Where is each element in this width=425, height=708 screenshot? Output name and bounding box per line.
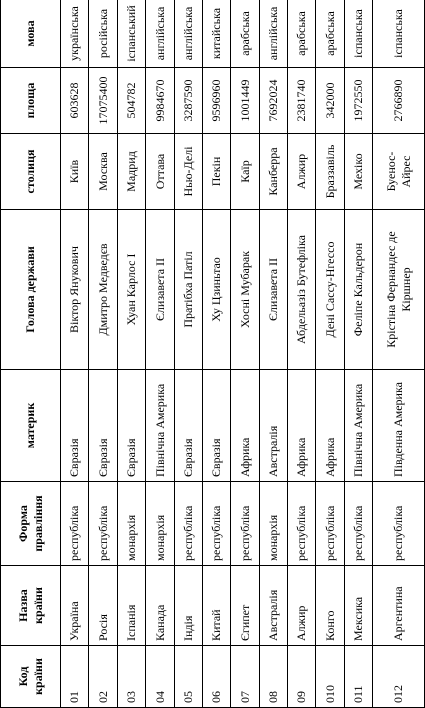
- cell-language: англійська: [259, 0, 287, 68]
- cell-government-form: республіка: [202, 482, 230, 566]
- cell-continent: Африка: [316, 370, 344, 482]
- cell-country-name: Австралія: [259, 566, 287, 646]
- table-row: [316, 0, 344, 708]
- table-body: [61, 0, 425, 708]
- cell-country-name: Китай: [202, 566, 230, 646]
- cell-capital: Нью-Делі: [174, 134, 202, 210]
- cell-country-name: Єгипет: [231, 566, 259, 646]
- cell-capital: Мехіко: [344, 134, 372, 210]
- header-capital: столиця: [1, 134, 61, 210]
- cell-area: 603628: [61, 68, 89, 134]
- cell-area: 2766890: [373, 68, 425, 134]
- header-country-name: Назва країни: [1, 566, 61, 646]
- cell-government-form: монархія: [259, 482, 287, 566]
- cell-capital: Каїр: [231, 134, 259, 210]
- cell-capital: Буенос-Айрес: [373, 134, 425, 210]
- cell-country-name: Іспанія: [117, 566, 145, 646]
- cell-government-form: монархія: [146, 482, 174, 566]
- cell-government-form: монархія: [117, 482, 145, 566]
- cell-continent: Північна Америка: [146, 370, 174, 482]
- cell-area: 17075400: [89, 68, 117, 134]
- cell-continent: Африка: [231, 370, 259, 482]
- cell-head-of-state: Єлизавета ІІ: [259, 210, 287, 370]
- cell-area: 342000: [316, 68, 344, 134]
- cell-country-code: 09: [288, 646, 316, 708]
- cell-continent: Євразія: [89, 370, 117, 482]
- table-row: [117, 0, 145, 708]
- table-row: [231, 0, 259, 708]
- cell-continent: Євразія: [61, 370, 89, 482]
- cell-country-code: 08: [259, 646, 287, 708]
- cell-area: 7692024: [259, 68, 287, 134]
- cell-head-of-state: Єлизавета ІІ: [146, 210, 174, 370]
- table-row: [89, 0, 117, 708]
- cell-head-of-state: Хосні Мубарак: [231, 210, 259, 370]
- cell-area: 9596960: [202, 68, 230, 134]
- cell-language: англійська: [174, 0, 202, 68]
- table-row: [146, 0, 174, 708]
- cell-language: китайська: [202, 0, 230, 68]
- cell-government-form: республіка: [344, 482, 372, 566]
- cell-country-code: 07: [231, 646, 259, 708]
- cell-continent: Євразія: [117, 370, 145, 482]
- cell-capital: Мадрид: [117, 134, 145, 210]
- cell-head-of-state: Феліпе Кальдерон: [344, 210, 372, 370]
- cell-head-of-state: Дені Сассу-Нгессо: [316, 210, 344, 370]
- cell-capital: Москва: [89, 134, 117, 210]
- cell-head-of-state: Хуан Карлос І: [117, 210, 145, 370]
- cell-language: російська: [89, 0, 117, 68]
- cell-continent: Південна Америка: [373, 370, 425, 482]
- cell-country-name: Росія: [89, 566, 117, 646]
- cell-capital: Канберра: [259, 134, 287, 210]
- table-row: [373, 0, 425, 708]
- cell-language: англійська: [146, 0, 174, 68]
- cell-country-name: Конго: [316, 566, 344, 646]
- cell-continent: Північна Америка: [344, 370, 372, 482]
- table-row: [202, 0, 230, 708]
- cell-country-code: 011: [344, 646, 372, 708]
- cell-country-name: Мексика: [344, 566, 372, 646]
- cell-government-form: республіка: [174, 482, 202, 566]
- table-row: [344, 0, 372, 708]
- header-government-form: Форма правління: [1, 482, 61, 566]
- cell-continent: Євразія: [174, 370, 202, 482]
- cell-country-code: 010: [316, 646, 344, 708]
- cell-government-form: республіка: [231, 482, 259, 566]
- cell-government-form: республіка: [373, 482, 425, 566]
- cell-language: іспанська: [373, 0, 425, 68]
- cell-country-code: 04: [146, 646, 174, 708]
- cell-capital: Алжир: [288, 134, 316, 210]
- header-head-of-state: Голова держави: [1, 210, 61, 370]
- table-row: [174, 0, 202, 708]
- header-area: площа: [1, 68, 61, 134]
- cell-language: арабська: [288, 0, 316, 68]
- cell-capital: Браззавіль: [316, 134, 344, 210]
- cell-country-name: Україна: [61, 566, 89, 646]
- cell-continent: Африка: [288, 370, 316, 482]
- cell-area: 504782: [117, 68, 145, 134]
- cell-area: 3287590: [174, 68, 202, 134]
- cell-language: арабська: [231, 0, 259, 68]
- cell-head-of-state: Пратібха Патіл: [174, 210, 202, 370]
- cell-area: 9984670: [146, 68, 174, 134]
- cell-government-form: республіка: [61, 482, 89, 566]
- table-row: [259, 0, 287, 708]
- cell-head-of-state: Дмитро Медведєв: [89, 210, 117, 370]
- header-continent: материк: [1, 370, 61, 482]
- table-row: [288, 0, 316, 708]
- cell-country-code: 03: [117, 646, 145, 708]
- cell-capital: Оттава: [146, 134, 174, 210]
- cell-government-form: республіка: [288, 482, 316, 566]
- cell-head-of-state: Крістіна Фернандес де Кіршнер: [373, 210, 425, 370]
- cell-country-code: 06: [202, 646, 230, 708]
- cell-area: 1972550: [344, 68, 372, 134]
- cell-government-form: республіка: [89, 482, 117, 566]
- cell-capital: Київ: [61, 134, 89, 210]
- cell-capital: Пекін: [202, 134, 230, 210]
- header-country-code: Код країни: [1, 646, 61, 708]
- header-language: мова: [1, 0, 61, 68]
- cell-country-code: 01: [61, 646, 89, 708]
- cell-head-of-state: Ху Цзиньтао: [202, 210, 230, 370]
- cell-head-of-state: Віктор Янукович: [61, 210, 89, 370]
- cell-language: іспанський: [117, 0, 145, 68]
- cell-country-code: 05: [174, 646, 202, 708]
- cell-head-of-state: Абдельазіз Бутефліка: [288, 210, 316, 370]
- cell-area: 2381740: [288, 68, 316, 134]
- cell-country-name: Аргентина: [373, 566, 425, 646]
- cell-government-form: республіка: [316, 482, 344, 566]
- cell-country-code: 012: [373, 646, 425, 708]
- cell-continent: Євразія: [202, 370, 230, 482]
- table-header-row: [1, 0, 61, 708]
- cell-country-name: Канада: [146, 566, 174, 646]
- cell-language: іспанська: [344, 0, 372, 68]
- cell-area: 1001449: [231, 68, 259, 134]
- cell-country-name: Алжир: [288, 566, 316, 646]
- cell-country-name: Індія: [174, 566, 202, 646]
- cell-country-code: 02: [89, 646, 117, 708]
- table-row: [61, 0, 89, 708]
- cell-language: арабська: [316, 0, 344, 68]
- cell-continent: Австралія: [259, 370, 287, 482]
- cell-language: українська: [61, 0, 89, 68]
